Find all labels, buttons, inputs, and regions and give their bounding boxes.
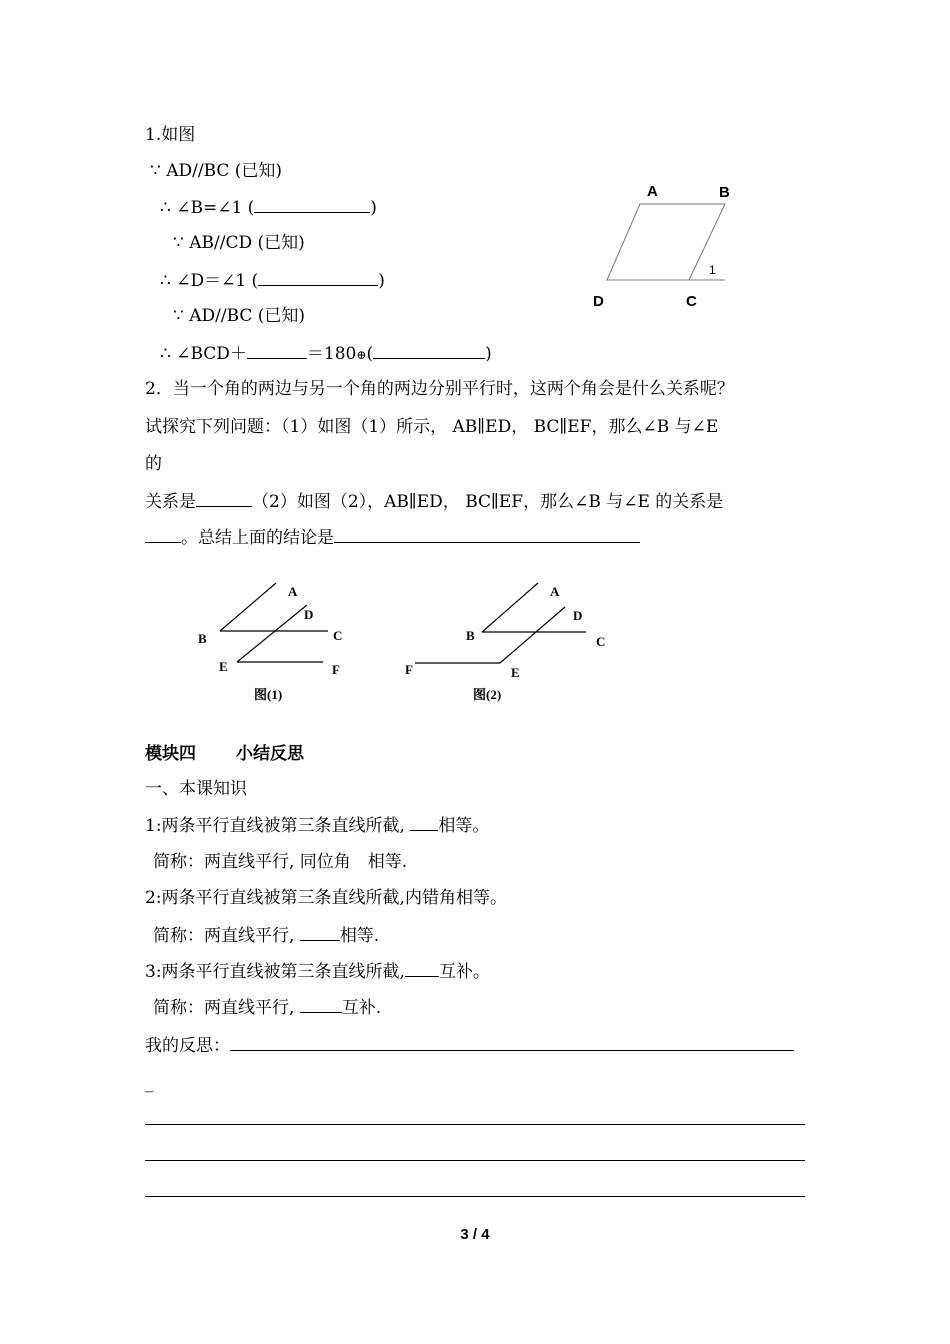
rule-3-blank-2[interactable] — [300, 996, 342, 1013]
rule-1-short: 简称：两直线平行, 同位角 相等. — [153, 852, 408, 872]
q1-line5: ∵ AD//BC (已知) — [173, 306, 306, 326]
q1-line2 — [160, 196, 377, 219]
q1-line4-close: ) — [378, 271, 385, 291]
label-B: B — [719, 184, 730, 201]
fig2-label-F: F — [405, 662, 413, 677]
q2-line4 — [145, 490, 723, 513]
rule-1-end: 相等。 — [438, 816, 490, 836]
fig1-label-A: A — [288, 584, 298, 599]
fig1-label-E: E — [219, 659, 228, 674]
q2-line3: 的 — [145, 454, 162, 474]
q1-answer-blank-2[interactable] — [258, 269, 378, 286]
fig2-line-ED — [500, 607, 565, 663]
angle-figures — [190, 572, 630, 712]
fig1-label-C: C — [333, 628, 343, 643]
q1-line6-close: ) — [485, 344, 492, 364]
rule-2-blank[interactable] — [300, 924, 340, 941]
fig2-caption: 图(2) — [473, 687, 502, 702]
rule-3-short — [153, 996, 381, 1019]
module-heading — [145, 743, 304, 765]
q1-line2-close: ) — [370, 198, 377, 218]
q2-line1: 2．当一个角的两边与另一个角的两边分别平行时，这两个角会是什么关系呢？ — [145, 379, 734, 399]
q1-line6-open: ( — [366, 344, 374, 364]
rule-3-end: 互补。 — [438, 962, 490, 982]
parallelogram-shape — [607, 204, 725, 280]
q1-line3: ∵ AB//CD (已知) — [173, 233, 305, 253]
rule-1-blank[interactable] — [410, 814, 438, 831]
figure-1 — [198, 583, 342, 702]
reflection-blank[interactable] — [230, 1034, 794, 1051]
rule-1-text: 1:两条平行直线被第三条直线所截, — [145, 816, 411, 836]
writing-line-2[interactable] — [145, 1160, 805, 1161]
q1-line6-eq: ＝180 — [306, 344, 357, 364]
q2-conclusion-blank[interactable] — [334, 526, 640, 543]
rule-3-text: 3:两条平行直线被第三条直线所截, — [145, 962, 405, 982]
fig2-label-A: A — [550, 584, 560, 599]
fig1-label-B: B — [198, 631, 207, 646]
q1-line4 — [160, 269, 385, 292]
rule-3-short-end: 互补. — [341, 998, 382, 1018]
q2-line4-text: 关系是 — [145, 492, 196, 512]
q2-answer-blank-2[interactable] — [145, 526, 181, 543]
q1-line6-text: ∴ ∠BCD＋ — [160, 344, 247, 364]
q2-line5-text: 。总结上面的结论是 — [181, 528, 334, 548]
writing-line-3[interactable] — [145, 1196, 805, 1197]
q1-answer-blank-4[interactable] — [373, 342, 485, 359]
fig1-label-F: F — [332, 662, 340, 677]
fig1-label-D: D — [304, 607, 314, 622]
rule-3 — [145, 960, 490, 983]
label-A: A — [647, 183, 658, 200]
fig2-label-E: E — [511, 665, 520, 680]
q1-line6 — [160, 342, 492, 366]
fig1-caption: 图(1) — [254, 687, 283, 702]
q2-line5 — [145, 526, 640, 549]
label-D: D — [593, 293, 604, 310]
rule-1 — [145, 814, 489, 837]
q1-line6-symbol: ⊕ — [356, 348, 367, 362]
fig2-label-D: D — [573, 608, 583, 623]
q1-answer-blank-1[interactable] — [254, 196, 370, 213]
q1-line1: ∵ AD//BC (已知) — [150, 161, 283, 181]
rule-2-short — [153, 924, 379, 947]
rule-2-short-end: 相等. — [339, 926, 380, 946]
q2-line2: 试探究下列问题：（1）如图（1）所示， AB∥ED， BC∥EF，那么∠B 与∠E — [145, 417, 719, 437]
parallelogram-figure — [585, 175, 745, 315]
figure-2 — [405, 583, 605, 702]
rule-3-blank[interactable] — [405, 960, 439, 977]
reflection-line — [145, 1034, 794, 1057]
q1-line4-text: ∴ ∠D＝∠1 ( — [160, 271, 259, 291]
q1-answer-blank-3[interactable] — [247, 342, 307, 359]
writing-line-1[interactable] — [145, 1124, 805, 1125]
rule-2: 2:两条平行直线被第三条直线所截,内错角相等。 — [145, 888, 507, 908]
q1-title: 1.如图 — [145, 125, 196, 145]
label-C: C — [686, 293, 697, 310]
q2-line4-rest: （2）如图（2），AB∥ED， BC∥EF，那么∠B 与∠E 的关系是 — [252, 492, 724, 512]
q2-answer-blank-1[interactable] — [196, 490, 252, 507]
fig1-line-BA — [220, 583, 276, 631]
rule-3-short-text: 简称：两直线平行, — [153, 998, 300, 1018]
fig2-label-C: C — [596, 634, 606, 649]
fig2-label-B: B — [466, 628, 475, 643]
reflection-dash: _ — [145, 1073, 154, 1093]
module-heading-number: 模块四 — [145, 744, 196, 764]
section-heading: 一、本课知识 — [145, 779, 247, 799]
page-number: 3 / 4 — [460, 1226, 490, 1243]
label-angle-1: 1 — [709, 263, 716, 277]
module-heading-title: 小结反思 — [236, 744, 304, 764]
reflection-label: 我的反思： — [145, 1036, 230, 1056]
q1-line2-text: ∴ ∠B=∠1 ( — [160, 198, 255, 218]
rule-2-short-text: 简称：两直线平行, — [153, 926, 300, 946]
fig2-line-BA — [482, 583, 538, 632]
fig1-line-ED — [237, 605, 307, 662]
